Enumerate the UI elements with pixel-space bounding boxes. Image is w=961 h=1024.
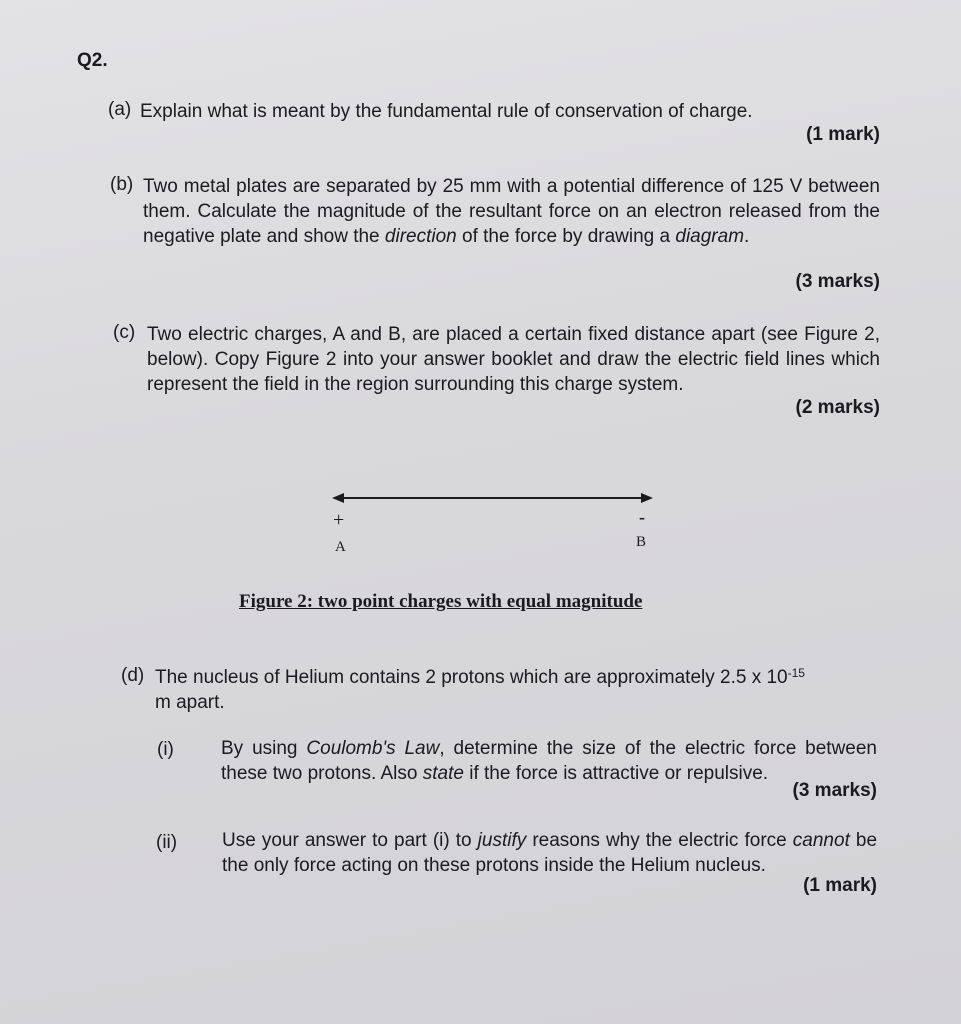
- part-d-text-2: m apart.: [155, 692, 225, 713]
- part-d-i-text-2: , determine the size of the electric force between these two protons. Also: [221, 738, 877, 784]
- part-c-marks: (2 marks): [795, 397, 880, 418]
- part-d-ii-text-1: Use your answer to part (i) to: [222, 830, 472, 851]
- charge-b-label: B: [636, 534, 647, 550]
- part-b-text: [143, 174, 880, 249]
- part-d-ii-emph-cannot: cannot: [792, 830, 850, 851]
- part-d-i-text: [221, 736, 877, 786]
- part-d-ii-emph-justify: justify: [477, 830, 527, 851]
- part-d-i-text-3: if the force is attractive or repulsive.: [469, 763, 769, 784]
- part-b-text-3: .: [744, 226, 750, 247]
- part-d-text: [155, 665, 885, 690]
- part-b-text-2: of the force by drawing a: [462, 226, 671, 247]
- part-d-ii-text: [222, 828, 877, 878]
- part-d-i-text-1: By using: [221, 738, 298, 759]
- part-b-emph-direction: direction: [384, 226, 457, 247]
- figure-double-arrow: [330, 488, 655, 508]
- part-b-emph-diagram: diagram: [675, 226, 745, 247]
- part-d-i-label: (i): [157, 739, 174, 760]
- part-d-ii-text-3: be the only force acting on these protons inside the Helium nucleus.: [222, 830, 878, 876]
- part-d-exponent: -15: [787, 666, 805, 680]
- part-b-label: (b): [110, 174, 134, 195]
- part-a-label: (a): [108, 99, 132, 120]
- part-d-i-marks: (3 marks): [792, 780, 877, 801]
- charge-a-label: A: [335, 539, 346, 555]
- part-d-ii-label: (ii): [156, 832, 178, 853]
- part-d-text-1: The nucleus of Helium contains 2 protons which are approximately 2.5 x 10: [155, 667, 788, 688]
- part-d-label: (d): [121, 665, 145, 686]
- part-d-ii-marks: (1 mark): [803, 875, 877, 896]
- part-d-i-emph-state: state: [422, 763, 464, 784]
- charge-b-sign: -: [639, 507, 645, 527]
- part-b-text-1: Two metal plates are separated by 25 mm with a potential difference of 125 V between them. Calculate the magnitude of the resultant force on an electron released from the negative plate and show the: [143, 176, 880, 247]
- part-b-marks: (3 marks): [795, 271, 880, 292]
- question-number: Q2.: [77, 50, 108, 71]
- part-a-text: Explain what is meant by the fundamental rule of conservation of charge.: [140, 101, 753, 122]
- figure-caption: Figure 2: two point charges with equal magnitude: [239, 591, 643, 612]
- arrow-left-head-icon: [332, 493, 344, 503]
- arrow-right-head-icon: [641, 493, 653, 503]
- part-a-marks: (1 mark): [806, 124, 880, 145]
- part-d-ii-text-2: reasons why the electric force: [532, 830, 787, 851]
- part-d-i-emph-coulomb: Coulomb's Law: [306, 738, 440, 759]
- charge-a-sign: +: [333, 509, 345, 531]
- part-c-text: Two electric charges, A and B, are placed a certain fixed distance apart (see Figure 2, below). Copy Figure 2 into your answer booklet and draw the electric field lines which represent the field in the region surrounding this charge system.: [147, 324, 880, 395]
- part-c-label: (c): [113, 322, 136, 343]
